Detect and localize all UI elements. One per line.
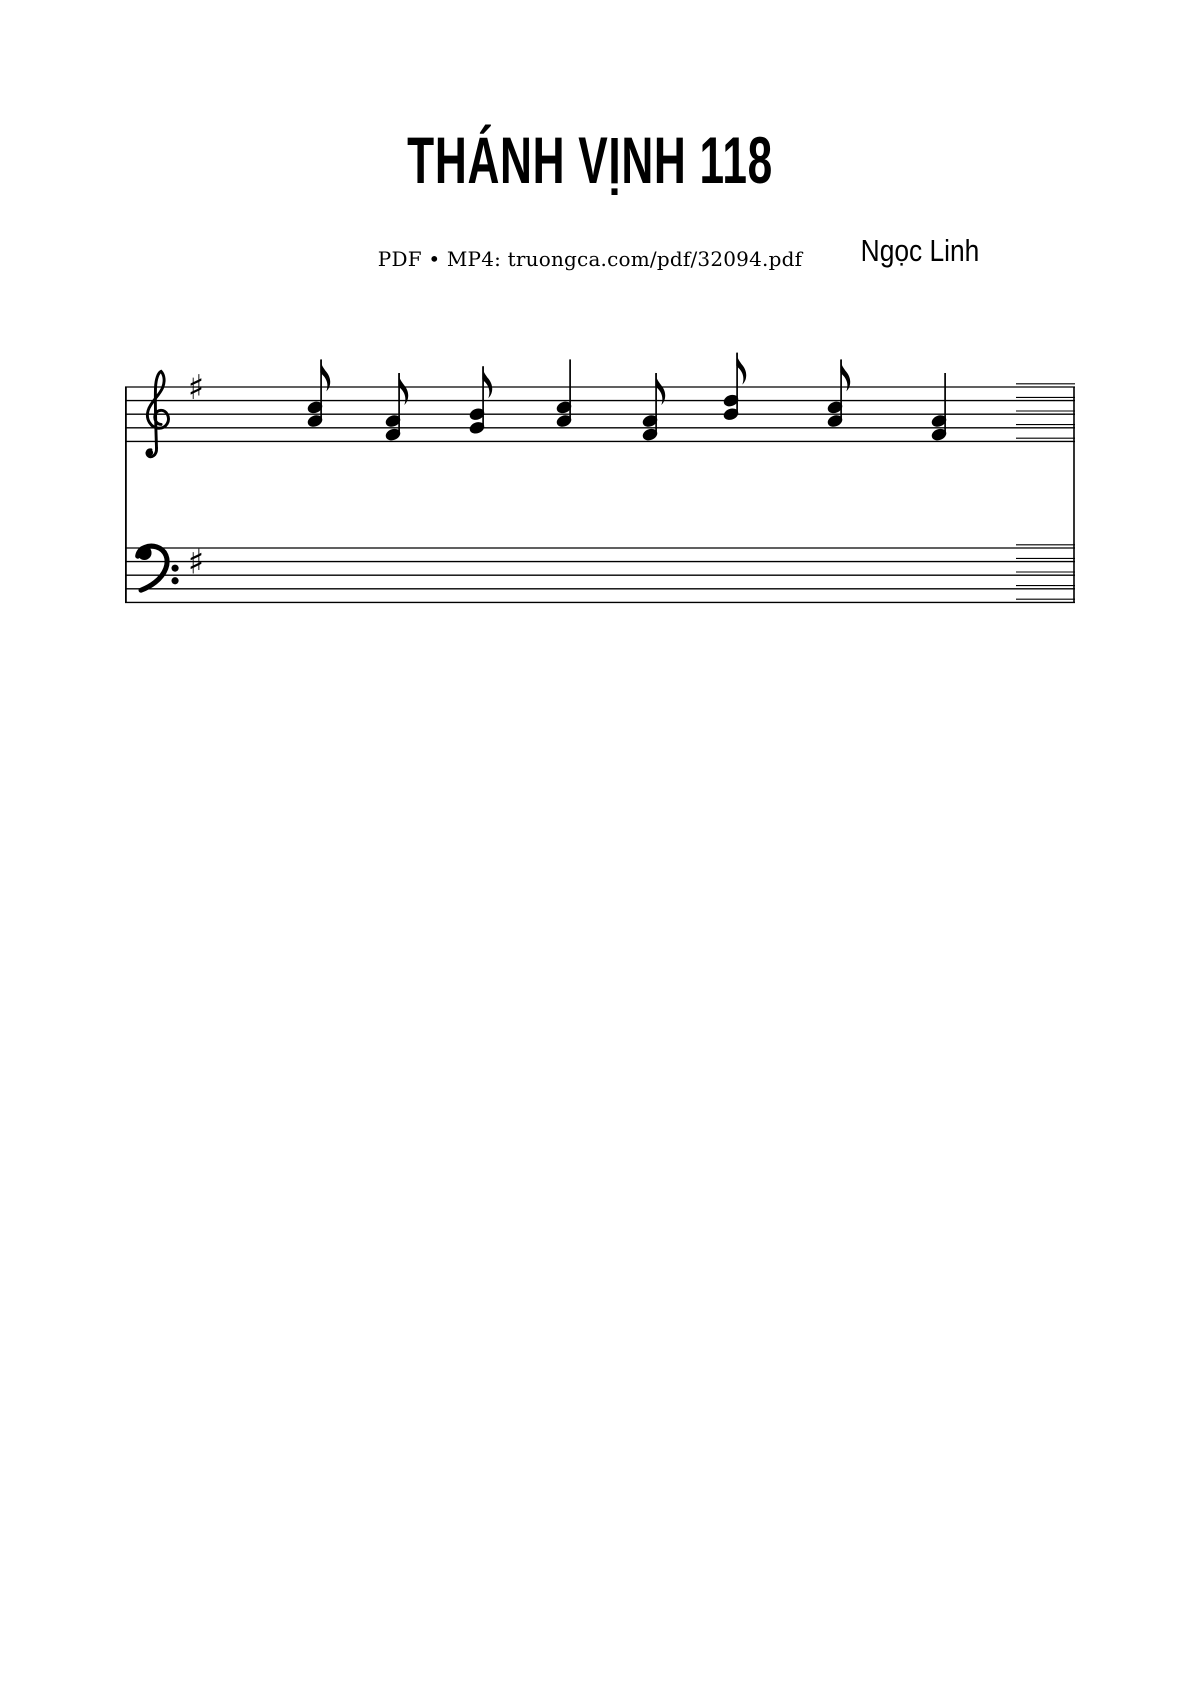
bass-staff [125,542,1075,603]
pdf-link-text: PDF • MP4: truongca.com/pdf/32094.pdf [377,247,803,271]
system-1 [125,353,1075,603]
note-chord [930,373,948,442]
composer-name: Ngọc Linh [860,233,980,268]
note-chord [384,373,408,442]
page-title: THÁNH VỊNH 118 [407,123,773,197]
note-chord [826,359,850,428]
treble-staff [125,384,1075,442]
note-chord [641,373,665,442]
sharp-key-signature-icon: ♯ [187,542,205,583]
sharp-key-signature-icon: ♯ [187,368,205,408]
bass-clef-icon [137,546,178,591]
note-chord [306,359,330,428]
note-chord [555,359,573,428]
